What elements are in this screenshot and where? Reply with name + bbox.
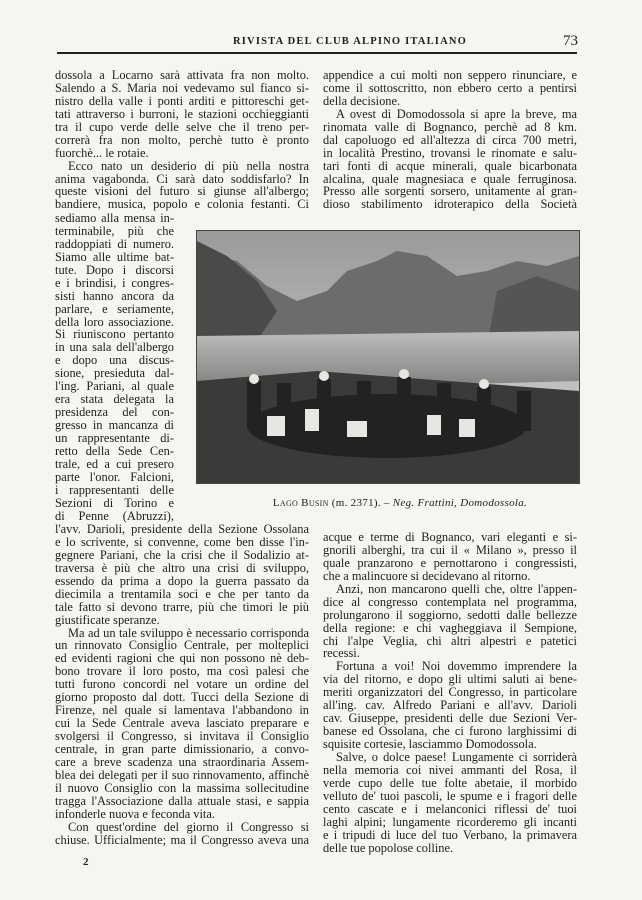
text-line: all'ing. cav. Alfredo Pariani e all'avv. Darioli <box>323 698 577 713</box>
text-line: centrale, in gran parte dimissionario, a convo- <box>55 741 309 756</box>
text-line: correrà fra non molto, perchè tutto è pronto <box>55 132 309 147</box>
text-line: squisite cortesie, lasciammo Domodossola. <box>323 737 537 751</box>
text-line: fuorchè... le rotaie. <box>55 145 149 160</box>
text-line: svolgersi il Congresso, si invitava il Consiglio <box>55 729 309 743</box>
text-line: terminabile, più che <box>55 223 174 238</box>
text-line: rinomata valle di Bognanco, perchè ad 8 km. <box>323 119 577 134</box>
text-line: bono trovare il loro posto, ma così palesi che <box>55 664 309 679</box>
lake-group-photo <box>196 230 580 484</box>
text-line: in una sala dell'albergo <box>55 340 174 355</box>
text-line: cav. Giuseppe, presidenti delle due Sezioni Ver- <box>323 711 577 726</box>
text-line: sisti hanno ancora da <box>55 288 174 303</box>
text-line: trale, ed a cui presero <box>55 456 174 471</box>
text-line: blea dei delegati per il suo rinnovamento, affinchè <box>55 767 309 782</box>
text-line: ed evidenti ragioni che qui non possono nè deb- <box>55 651 309 666</box>
left-column-bottom <box>55 523 309 846</box>
text-line: laghi alpini; lungamente ricorderemo gli incanti <box>323 814 577 829</box>
text-line: Salve, o dolce paese! Lungamente ci sorriderà <box>336 749 577 764</box>
text-line: chiuse. Ufficialmente; ma il Congresso aveva una <box>55 832 309 847</box>
text-line: e dopo una discus- <box>55 353 174 368</box>
text-line: prolungarono il soggiorno, sedotti dalle bellezze <box>323 607 577 622</box>
text-line: tati attraverso i burroni, le stazioni occhieggianti <box>55 106 309 121</box>
text-line: e i tripudi di luce del tuo Verbano, la primavera <box>323 827 577 842</box>
photo-illustration <box>197 231 579 483</box>
text-line: retto della Sede Cen- <box>55 443 174 458</box>
text-line: della loro associazione. <box>55 314 174 329</box>
text-line: via del ritorno, e dopo gli ultimi saluti ai bene- <box>323 672 577 687</box>
text-line: tale fatto si devono trarre, più che timori le più <box>55 599 309 614</box>
text-line: cui la Sede Centrale aveva lasciato preparare e <box>55 716 309 731</box>
text-line: verde cupo delle tue folte abetaie, il morbido <box>323 775 577 790</box>
text-line: e i brindisi, i congres- <box>55 275 174 290</box>
text-line: tute. Dopo i discorsi <box>55 262 174 277</box>
text-line: gresso in mancanza di <box>55 418 174 432</box>
text-line: Siamo alle ultime bat- <box>55 249 174 264</box>
text-line: della decisione. <box>323 93 401 108</box>
text-line: Sezioni di Torino e <box>55 495 174 510</box>
text-line: care a breve scadenza una straordinaria Assem- <box>55 754 309 769</box>
text-line: traversa è più che altro una crisi di sviluppo, <box>55 560 309 575</box>
text-line: banese ed Ossolana, che ci furono larghissimi di <box>323 724 577 739</box>
running-header-title: RIVISTA DEL CLUB ALPINO ITALIANO <box>232 36 468 47</box>
text-line: come il sottoscritto, non ebbero certo a pentirsi <box>323 80 577 95</box>
photo-caption <box>200 497 600 509</box>
page-number: 73 <box>563 33 578 49</box>
text-line: presidenza del con- <box>55 405 174 420</box>
text-line: in località Prestino, trovansi le rinomate e salu- <box>323 145 577 160</box>
text-line: sione, presieduta dal- <box>55 366 174 381</box>
text-line: queste visioni del futuro si giunse all'albergo; <box>55 184 309 199</box>
text-line: era stata delegata la <box>55 392 174 407</box>
text-line: dioso stabilimento idroterapico della Società <box>323 197 577 212</box>
text-line: il nuovo Consiglio con la massima sollecitudine <box>55 780 309 795</box>
caption-place: Lago Busin <box>272 497 329 509</box>
caption-credit: Neg. Frattini, Domodossola. <box>392 497 528 509</box>
text-line: Salendo a S. Maria noi vedevamo sul fianco si- <box>55 80 309 95</box>
text-line: quale pranzarono e pernottarono i congressisti, <box>323 555 577 570</box>
text-line: Si riuniscono pertanto <box>55 327 174 342</box>
text-line: un rappresentante di- <box>55 430 174 445</box>
right-column-bottom <box>323 531 577 854</box>
text-line: essendo da prima a dopo la guerra passato da <box>55 573 309 588</box>
text-line: giustificate speranze. <box>55 612 160 627</box>
text-line: tutti furono concordi nel votare un ordine del <box>55 677 309 692</box>
text-line: raddoppiati di numero. <box>55 236 174 251</box>
text-line: parte l'onor. Falcioni, <box>55 469 174 484</box>
text-line: tragga l'Associazione dalla attuale stasi, e sappia <box>55 793 309 808</box>
text-line: recessi. <box>323 646 360 661</box>
text-line: cento cascate e i melanconici riflessi de' tuoi <box>323 801 577 816</box>
text-line: un rinnovato Consiglio Centrale, per molteplici <box>55 638 309 653</box>
text-line: appendice a cui molti non seppero rinunciare, e <box>323 68 577 82</box>
text-line: bandiere, musica, popolo e colonia festanti. Ci <box>55 197 309 212</box>
text-line: Firenze, nel quale si lamentava l'abbandono in <box>55 703 309 718</box>
text-line: Anzi, non mancarono quelli che, oltre l'appen- <box>336 581 577 596</box>
text-line: anima vagabonda. Ci sarà dato soddisfarlo? In <box>55 171 309 186</box>
text-line: dossola a Locarno sarà attivata fra non molto. <box>55 68 309 82</box>
text-line: acque e terme di Bognanco, vari eleganti e si- <box>323 530 577 544</box>
text-line: giorno proposto dal dott. Tucci della Sezione di <box>55 690 309 705</box>
left-column-narrow <box>55 212 174 523</box>
text-line: dice al congresso contemplata nel programma, <box>323 594 577 609</box>
text-line: alcalina, quale magnesiaca e quale ferruginosa. <box>323 171 577 186</box>
text-line: della regione: e chi vagheggiava il Sempione, <box>323 620 577 635</box>
text-line: che a malincuore si decidevano al ritorno. <box>323 568 531 583</box>
caption-altitude: (m. 2371). – <box>331 497 390 509</box>
text-line: l'ing. Pariani, al quale <box>55 379 174 394</box>
text-line: tari fonti di acque minerali, quale bicarbonata <box>323 158 577 173</box>
text-line: diecimila a trentamila soci e che per tanto da <box>55 586 309 601</box>
text-line: l'avv. Darioli, presidente della Sezione Ossolana <box>55 522 309 536</box>
text-line: di Penne (Abruzzi), <box>55 508 174 523</box>
text-line: nistro della valle i ponti arditi e pittoreschi get- <box>55 93 309 108</box>
text-line: infonderle nuova e feconda vita. <box>55 806 215 821</box>
signature-mark: 2 <box>83 856 89 868</box>
text-line: tra il cupo verde delle selve che il treno per- <box>55 119 309 134</box>
text-line: i rappresentanti delle <box>55 482 174 497</box>
text-line: dal capoluogo ed all'altezza di circa 700 metri, <box>323 132 577 147</box>
header-rule <box>57 52 577 54</box>
text-line: nella memoria coi nivei ammanti del Rosa, il <box>323 762 577 777</box>
text-line: Ecco nato un desiderio di più nella nostra <box>68 158 309 173</box>
text-line: gnorili alberghi, tra cui il « Milano », presso il <box>323 542 577 557</box>
text-line: Con quest'ordine del giorno il Congresso si <box>68 819 309 834</box>
text-line: velluto de' tuoi pascoli, le spume e i fragori delle <box>323 788 577 803</box>
right-column-top <box>323 69 577 211</box>
text-line: meriti organizzatori del Congresso, in particolare <box>323 685 577 700</box>
text-line: Presso alle sorgenti sorsero, unitamente al gran- <box>323 184 577 199</box>
text-line: Fortuna a voi! Noi dovemmo imprendere la <box>336 659 577 674</box>
text-line: sediamo alla mensa in- <box>55 211 174 225</box>
text-line: chi l'alpe Veglia, chi altri alpestri e patetici <box>323 633 577 648</box>
text-line: A ovest di Domodossola si apre la breve, ma <box>336 106 577 121</box>
text-line: Ma ad un tale sviluppo è necessario corrisponda <box>68 625 309 640</box>
text-line: e lo scrivente, si convenne, come ben disse l'in- <box>55 534 309 549</box>
text-line: parlare, e seriamente, <box>55 301 174 316</box>
left-column-top <box>55 69 309 211</box>
text-line: gegnere Pariani, che la crisi che il Sodalizio at- <box>55 547 309 562</box>
text-line: delle tue popolose colline. <box>323 840 454 855</box>
